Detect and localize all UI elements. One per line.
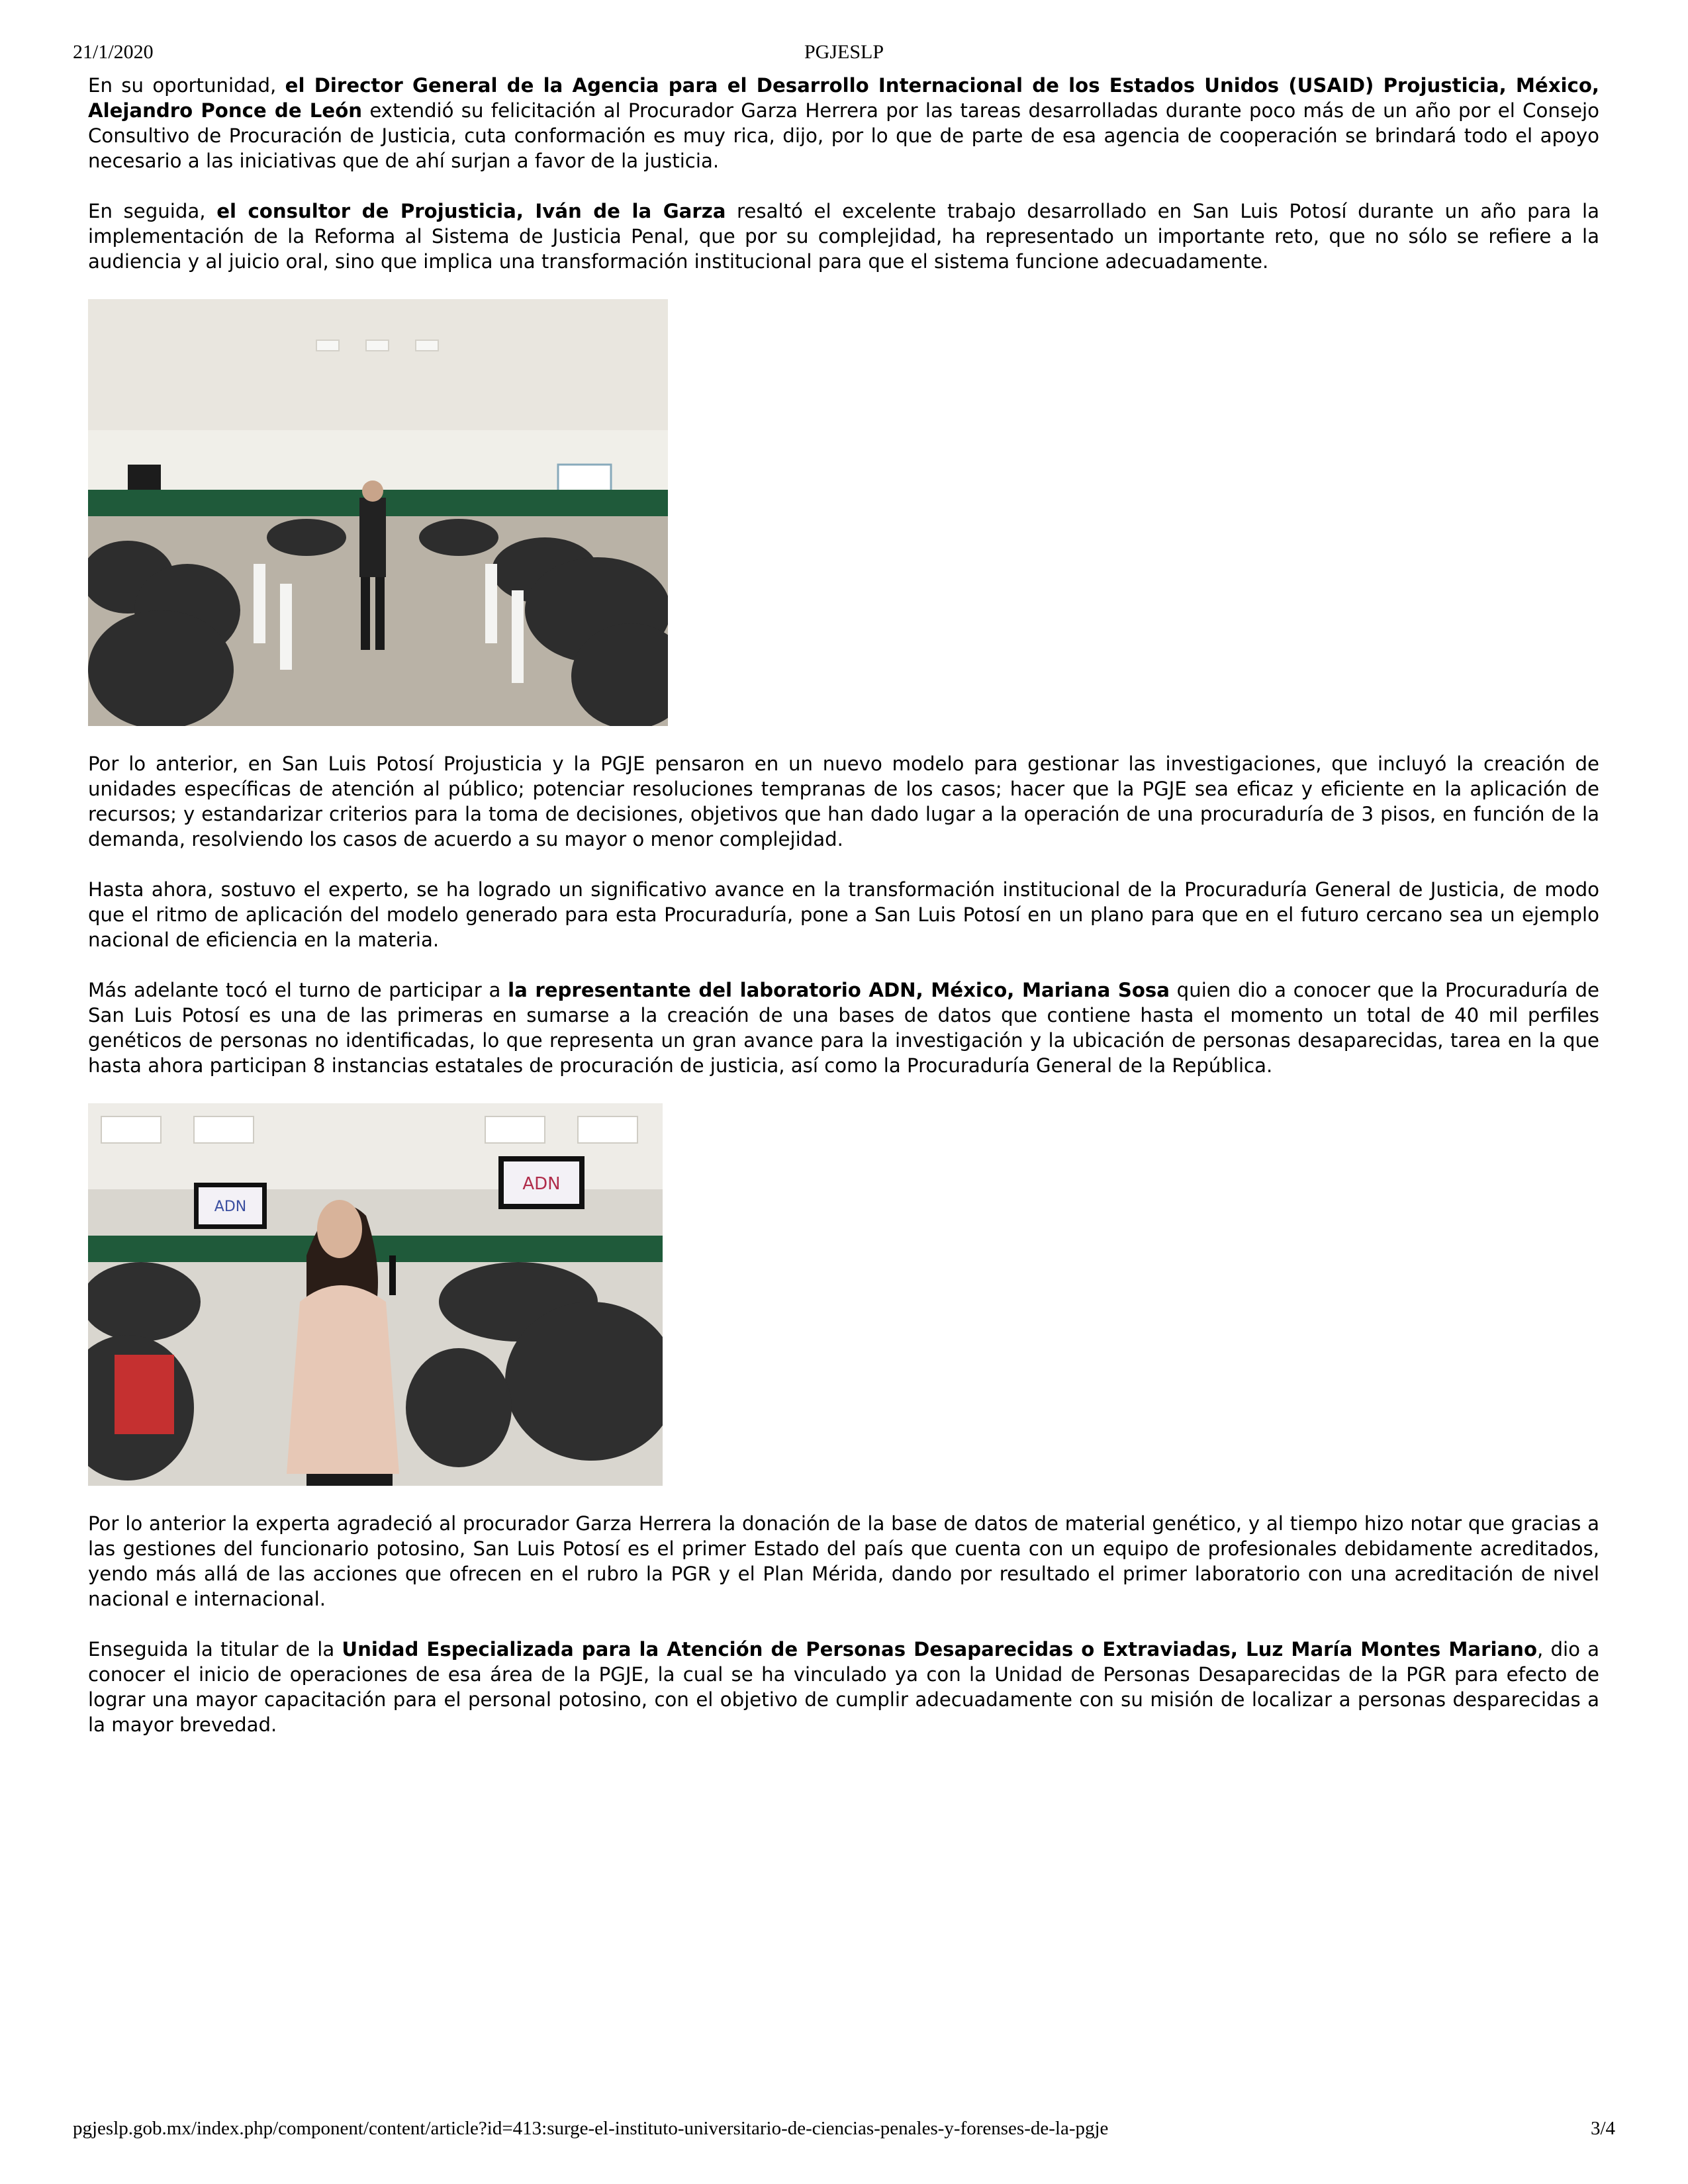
photo-woman-speaking (88, 1103, 663, 1486)
photo-illustration (88, 1103, 663, 1486)
photo-speaker-conference-room (88, 299, 668, 726)
paragraph-adn-representative (88, 978, 1599, 1078)
paragraph-new-model: Por lo anterior, en San Luis Potosí Projusticia y la PGJE pensaron en un nuevo modelo para gestionar las investigaciones, que incluyó la creación de unidades específicas de atención al público; potenciar resoluciones tempranas de los casos; hacer que la PGJE sea eficaz y eficiente en la aplicación de recursos; y estandarizar criterios para la toma de decisiones, objetivos que han dado lugar a la operación de una procuraduría de 3 pisos, en función de la demanda, resolviendo los casos de acuerdo a su mayor o menor complejidad. (88, 752, 1599, 850)
paragraph-text: , dio a conocer el inicio de operaciones de esa área de la PGJE, la cual se ha vinculado ya con la Unidad de Personas Desaparecidas de la PGR para efecto de lograr una mayor capacitación para el personal potosino, con el objetivo de cumplir adecuadamente con su misión de localizar a personas desparecidas a la mayor brevedad. (88, 1638, 1599, 1736)
paragraph-text: quien dio a conocer que la Procuraduría de San Luis Potosí es una de las primeras en sumarse a la creación de una bases de datos que contiene hasta el momento un total de 40 mil perfiles genéticos de personas no identificadas, lo que representa un gran avance para la investigación y la ubicación de personas desaparecidas, tarea en la que hasta ahora participan 8 instancias estatales de procuración de justicia, así como la Procuraduría General de la República. (88, 979, 1599, 1077)
paragraph-progress: Hasta ahora, sostuvo el experto, se ha logrado un significativo avance en la transformación institucional de la Procuraduría General de Justicia, de modo que el ritmo de aplicación del modelo generado para esta Procuraduría, pone a San Luis Potosí en un plano para que en el futuro cercano sea un ejemplo nacional de eficiencia en la materia. (88, 878, 1599, 951)
paragraph-bold-name: Unidad Especializada para la Atención de Personas Desaparecidas o Extraviadas, Luz María Montes Mariano (342, 1638, 1538, 1661)
paragraph-expert-thanks: Por lo anterior la experta agradeció al procurador Garza Herrera la donación de la base de datos de material genético, y al tiempo hizo notar que gracias a las gestiones del funcionario potosino, San Luis Potosí es el primer Estado del país que cuenta con un equipo de profesionales debidamente acreditados, yendo más allá de las acciones que ofrecen en el rubro la PGR y el Plan Mérida, dando por resultado el primer laboratorio con una acreditación de nivel nacional e internacional. (88, 1512, 1599, 1610)
paragraph-text: En seguida, (88, 200, 217, 222)
page-number: 3/4 (1590, 2118, 1615, 2139)
paragraph-bold-name: el consultor de Projusticia, Iván de la Garza (216, 200, 726, 222)
paragraph-missing-persons-unit (88, 1637, 1599, 1737)
paragraph-text: extendió su felicitación al Procurador Garza Herrera por las tareas desarrolladas durante poco más de un año por el Consejo Consultivo de Procuración de Justicia, cuta conformación es muy rica, dijo, por lo que de parte de esa agencia de cooperación se brindará todo el apoyo necesario a las iniciativas que de ahí surjan a favor de la justicia. (88, 99, 1599, 172)
paragraph-usaid-director (88, 73, 1599, 173)
article-body (88, 73, 1599, 1762)
paragraph-bold-name: la representante del laboratorio ADN, México, Mariana Sosa (508, 979, 1170, 1001)
screen-text: ADN (522, 1174, 561, 1194)
footer-url: pgjeslp.gob.mx/index.php/component/content/article?id=413:surge-el-instituto-universitario-de-ciencias-penales-y-forenses-de-la-pgje (73, 2118, 1109, 2139)
print-date: 21/1/2020 (73, 41, 154, 63)
paragraph-text: Más adelante tocó el turno de participar a (88, 979, 508, 1001)
paragraph-text: resaltó el excelente trabajo desarrollado en San Luis Potosí durante un año para la implementación de la Reforma al Sistema de Justicia Penal, que por su complejidad, ha representado un importante reto, que no sólo se refiere a la audiencia y al juicio oral, sino que implica una transformación institucional para que el sistema funcione adecuadamente. (88, 200, 1599, 273)
page-site-title: PGJESLP (804, 41, 884, 63)
paragraph-text: En su oportunidad, (88, 74, 285, 97)
paragraph-bold-name: el Director General de la Agencia para el Desarrollo Internacional de los Estados Unidos (USAID) Projusticia, México, Alejandro Ponce de León (88, 74, 1599, 122)
paragraph-projusticia-consultant (88, 199, 1599, 274)
screen-text: ADN (214, 1199, 247, 1215)
paragraph-text: Enseguida la titular de la (88, 1638, 342, 1661)
photo-illustration (88, 299, 668, 726)
